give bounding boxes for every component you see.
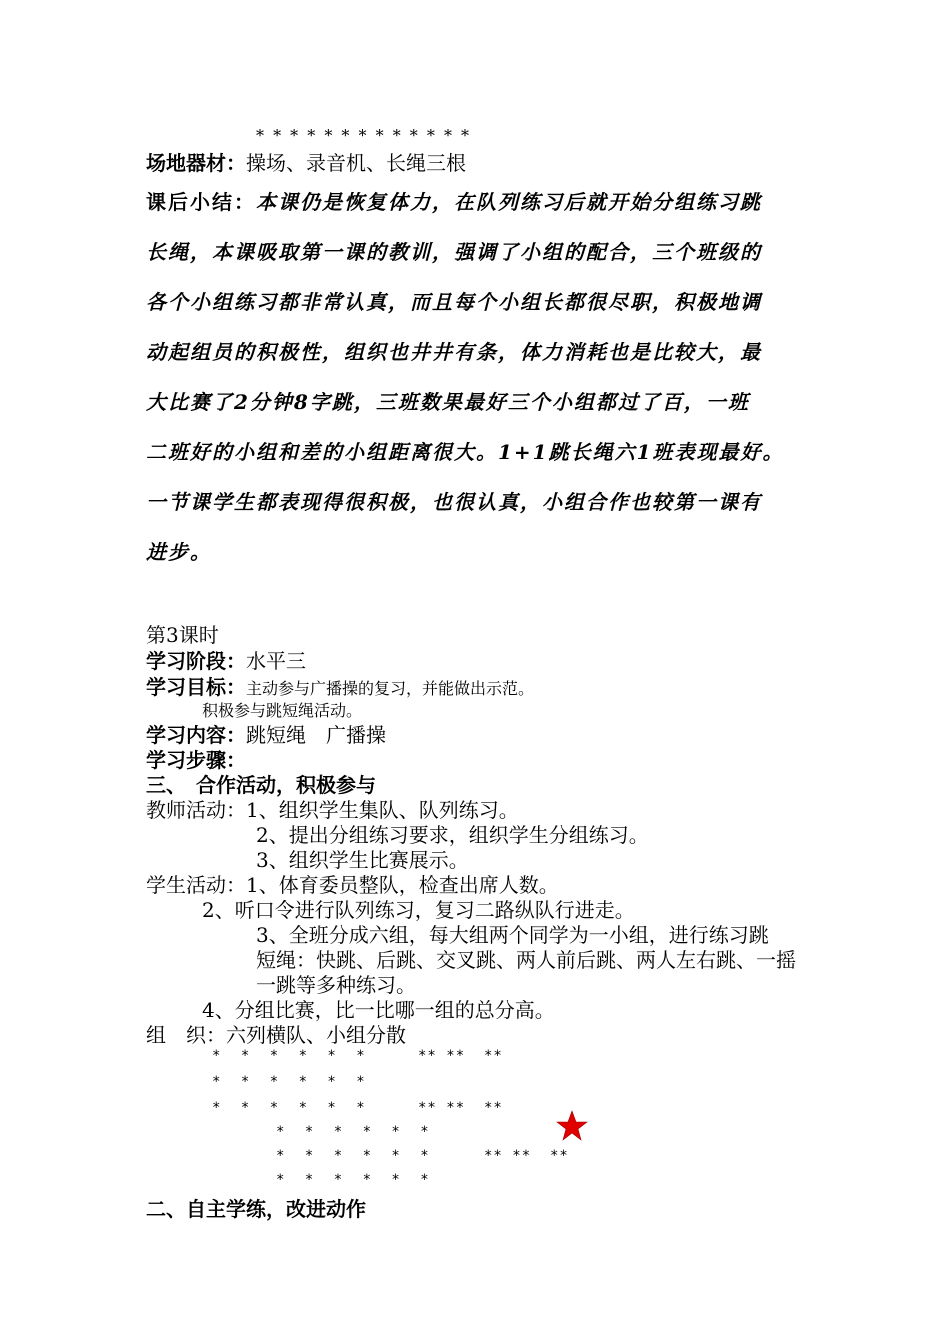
venue-value: 操场、录音机、长绳三根 [246, 151, 466, 175]
red-star-icon [556, 1110, 588, 1142]
content-label: 学习内容： [146, 723, 246, 747]
section-3-heading: 三、 合作活动，积极参与 [146, 773, 376, 797]
goal-line [146, 674, 534, 702]
student-line-1 [146, 872, 559, 898]
student-item-4: 4、分组比赛，比一比哪一组的总分高。 [202, 998, 555, 1022]
summary-line-4: 动起组员的积极性，组织也井井有条，体力消耗也是比较大，最 [146, 340, 762, 364]
content-value: 跳短绳 广播操 [246, 723, 386, 747]
formation-row: * * * * * * [212, 1100, 371, 1116]
group-row: ** ** ** [418, 1048, 503, 1064]
summary-line-7: 一节课学生都表现得很积极，也很认真，小组合作也较第一课有 [146, 490, 762, 514]
student-item-2: 2、听口令进行队列练习，复习二路纵队行进走。 [202, 898, 635, 922]
goal-1: 主动参与广播操的复习，并能做出示范。 [246, 679, 535, 698]
teacher-label: 教师活动： [146, 798, 246, 822]
teacher-item-3: 3、组织学生比赛展示。 [256, 848, 469, 872]
goal-2: 积极参与跳短绳活动。 [202, 701, 363, 720]
content-line [146, 722, 386, 748]
org-label: 组 织： [146, 1023, 226, 1047]
teacher-item-1: 1、组织学生集队、队列练习。 [246, 798, 519, 822]
stage-line [146, 648, 306, 674]
formation-row: * * * * * * [276, 1148, 435, 1164]
summary-line-6: 二班好的小组和差的小组距离很大。1+1跳长绳六1班表现最好。 [146, 440, 785, 464]
stage-value: 水平三 [246, 649, 306, 673]
formation-row: * * * * * * [212, 1048, 371, 1064]
org-value: 六列横队、小组分散 [226, 1023, 406, 1047]
summary-line-2: 长绳，本课吸取第一课的教训，强调了小组的配合，三个班级的 [146, 240, 762, 264]
formation-row: * * * * * * [212, 1074, 371, 1090]
lesson-number: 第3课时 [146, 623, 219, 647]
teacher-item-2: 2、提出分组练习要求，组织学生分组练习。 [256, 823, 649, 847]
summary-line-3: 各个小组练习都非常认真，而且每个小组长都很尽职，积极地调 [146, 290, 762, 314]
summary-text-1: 本课仍是恢复体力，在队列练习后就开始分组练习跳 [256, 190, 762, 214]
student-item-1: 1、体育委员整队，检查出席人数。 [246, 873, 559, 897]
formation-row: * * * * * * [276, 1124, 435, 1140]
section-2-heading: 二、自主学练，改进动作 [146, 1197, 366, 1221]
group-row: ** ** ** [484, 1148, 569, 1164]
group-row: ** ** ** [418, 1100, 503, 1116]
summary-line-8: 进步。 [146, 540, 212, 564]
summary-line-1 [146, 186, 762, 215]
summary-label: 课后小结： [146, 190, 256, 214]
top-stars: * * * * * * * * * * * * * [256, 126, 472, 145]
steps-label: 学习步骤： [146, 748, 246, 772]
student-item-3b: 短绳：快跳、后跳、交叉跳、两人前后跳、两人左右跳、一摇 [256, 948, 796, 972]
stage-label: 学习阶段： [146, 649, 246, 673]
student-item-3c: 一跳等多种练习。 [256, 973, 416, 997]
student-label: 学生活动： [146, 873, 246, 897]
venue-line [146, 150, 466, 176]
teacher-line-1 [146, 797, 519, 823]
goal-label: 学习目标： [146, 675, 246, 699]
org-line [146, 1022, 406, 1048]
venue-label: 场地器材： [146, 151, 246, 175]
student-item-3a: 3、全班分成六组，每大组两个同学为一小组，进行练习跳 [256, 923, 769, 947]
summary-line-5: 大比赛了2分钟8字跳，三班数果最好三个小组都过了百，一班 [146, 390, 750, 414]
formation-row: * * * * * * [276, 1172, 435, 1188]
